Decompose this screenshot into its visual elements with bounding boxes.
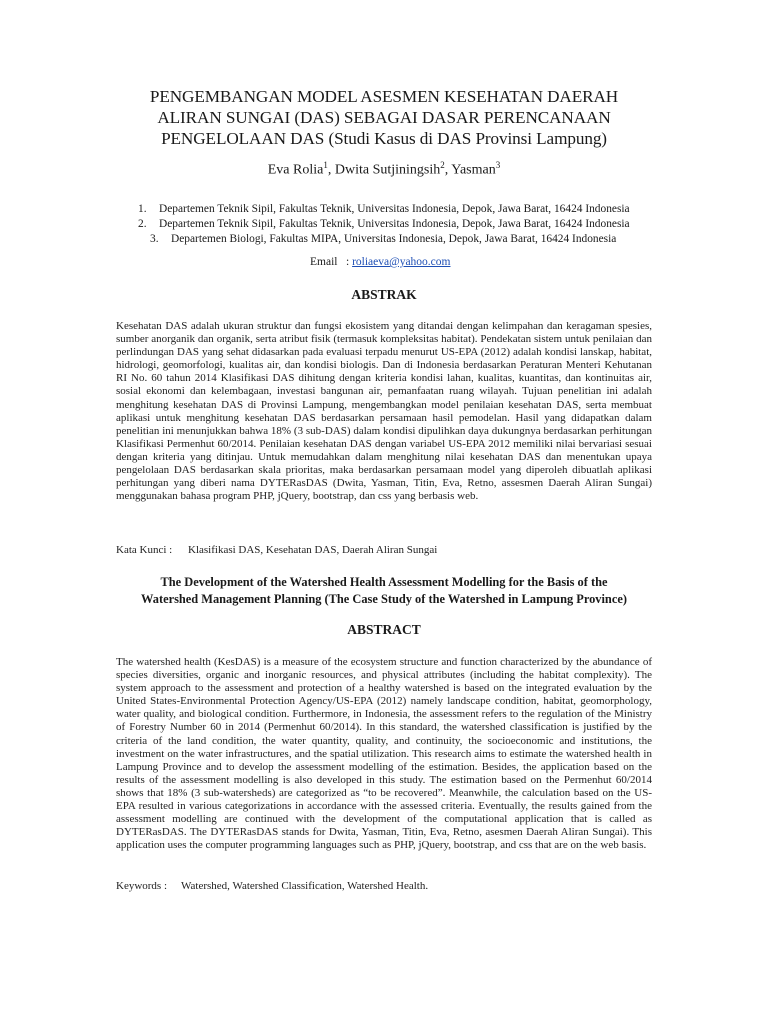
email-link[interactable]: roliaeva@yahoo.com <box>352 256 451 268</box>
paper-title <box>100 86 668 149</box>
kata-kunci <box>116 544 437 556</box>
affiliation-item <box>130 217 660 232</box>
abstrak-heading: ABSTRAK <box>351 287 417 302</box>
affiliation-text: Departemen Biologi, Fakultas MIPA, Universitas Indonesia, Depok, Jawa Barat, 16424 Indonesia <box>171 233 617 246</box>
contact-email <box>310 256 450 268</box>
kata-kunci-label: Kata Kunci : <box>116 544 173 556</box>
title-line: ALIRAN SUNGAI (DAS) SEBAGAI DASAR PERENCANAAN <box>157 108 611 127</box>
keywords-label: Keywords : <box>116 880 168 892</box>
author-name: Eva Rolia <box>267 162 324 178</box>
english-title-line: The Development of the Watershed Health Assessment Modelling for the Basis of the <box>160 575 608 589</box>
abstrak-body: Kesehatan DAS adalah ukuran struktur dan fungsi ekosistem yang ditandai dengan kelimpahan dan keragaman spesies, sumber anorganik dan organik, serta atribut fisik (termasuk kompleksitas habitat). Pendekatan sistem untuk penilaian dan perlindungan DAS yang sehat didasarkan pada evaluasi terpadu menurut US-EPA (2012) adalah kondisi lanskap, habitat, hidrologi, geomorfologi, kualitas air, dan kondisi biologis. Dan di Indonesia berdasarkan Peraturan Menteri Kehutanan RI No. 60 tahun 2014 Klasifikasi DAS dihitung dengan kriteria kondisi lahan, kualitas, kuantitas, dan kontinuitas air, sosial ekonomi dan kelembagaan, investasi bangunan air, pemanfaatan ruang wilayah. Tujuan penelitian ini adalah menghitung kesehatan DAS di Provinsi Lampung, mengembangkan model penilaian kesehatan DAS, serta membuat aplikasi untuk menghitung kesehatan DAS berdasarkan persamaan hasil pemodelan. Hasil yang didapatkan dalam penelitian ini menunjukkan bahwa 18% (3 sub-DAS) dalam kondisi dipulihkan daya dukungnya berdasarkan perhitungan Klasifikasi Permenhut 60/2014. Penilaian kesehatan DAS dengan variabel US-EPA 2012 memiliki nilai bervariasi sesuai dengan kriteria yang ditinjau. Untuk memudahkan dalam menghitung nilai kesehatan DAS dan menentukan upaya pengelolaan DAS berdasarkan skala prioritas, maka berdasarkan persamaan model yang diperoleh dibuatlah aplikasi perhitungan yang diberi nama DYTERasDAS (Dwita, Yasman, Titin, Eva, Retno, assesmen Daerah Aliran Sungai) menggunakan bahasa program PHP, jQuery, bootstrap, dan css yang berbasis web. <box>116 320 652 503</box>
kata-kunci-values: Klasifikasi DAS, Kesehatan DAS, Daerah Aliran Sungai <box>188 544 438 556</box>
author-list: Eva Rolia$^1$, Dwita Sutjiningsih$^2$, Yasman$^3$ <box>267 160 501 178</box>
affiliation-list <box>130 202 660 248</box>
affiliation-number: 3. <box>150 233 159 246</box>
english-title-line: Watershed Management Planning (The Case Study of the Watershed in Lampung Province) <box>141 591 627 606</box>
affiliation-item <box>130 232 660 247</box>
author-affiliation-mark: 2 <box>440 160 445 170</box>
abstract-heading: ABSTRACT <box>347 622 421 637</box>
affiliation-item <box>130 202 660 217</box>
keywords <box>116 880 428 892</box>
author-affiliation-mark: 3 <box>495 160 501 170</box>
affiliation-text: Departemen Teknik Sipil, Fakultas Teknik, Universitas Indonesia, Depok, Jawa Barat, 16424 Indonesia <box>159 203 630 215</box>
title-line: PENGELOLAAN DAS (Studi Kasus di DAS Provinsi Lampung) <box>161 129 607 148</box>
author-name: Dwita Sutjiningsih <box>334 162 441 178</box>
keywords-values: Watershed, Watershed Classification, Watershed Health. <box>181 880 429 892</box>
affiliation-number: 2. <box>138 218 147 231</box>
author-name: Yasman <box>451 162 496 178</box>
affiliation-number: 1. <box>138 203 147 215</box>
affiliation-text: Departemen Teknik Sipil, Fakultas Teknik, Universitas Indonesia, Depok, Jawa Barat, 16424 Indonesia <box>159 218 630 231</box>
english-title <box>100 574 668 607</box>
email-label: Email <box>310 256 338 268</box>
email-separator: : <box>346 256 353 268</box>
author-affiliation-mark: 1 <box>323 160 328 170</box>
title-line: PENGEMBANGAN MODEL ASESMEN KESEHATAN DAERAH <box>149 87 619 106</box>
abstract-body: The watershed health (KesDAS) is a measure of the ecosystem structure and function characterized by the abundance of species diversities, organic and inorganic resources, and physical attributes (including the habitat complexity). The system approach to the assessment and protection of a healthy watershed is based on the integrated evaluation by the United States-Environmental Protection Agency/US-EPA (2012) namely landscape condition, habitat, geomorphology, water quality, and biological condition. Furthermore, in Indonesia, the assessment refers to the regulation of the Ministry of Forestry Number 60 in 2014 (Permenhut 60/2014). In this standard, the watershed classification is justified by the criteria of the land condition, the water quantity, quality, and continuity, the socioeconomic and institutions, the investment on the water infrastructures, and the spatial utilization. This research aims to estimate the watershed health in Lampung Province and to develop the assessment modelling of the estimation. Besides, the application based on the results of the assessment modelling is also developed in this study. The estimation based on the Permenhut 60/2014 shows that 18% (3 sub-watersheds) are categorized as “to be recovered”. Meanwhile, the calculation based on the US-EPA resulted in various categorizations in accordance with the assessed criteria. Eventually, the results gained from the assessment modelling are continued with the development of the computational application that is called as DYTERasDAS. The DYTERasDAS stands for Dwita, Yasman, Titin, Eva, Retno, asesmen Daerah Aliran Sungai). This application uses the computer programming languages such as PHP, jQuery, bootstrap, and css that are on the web basis. <box>116 656 652 852</box>
